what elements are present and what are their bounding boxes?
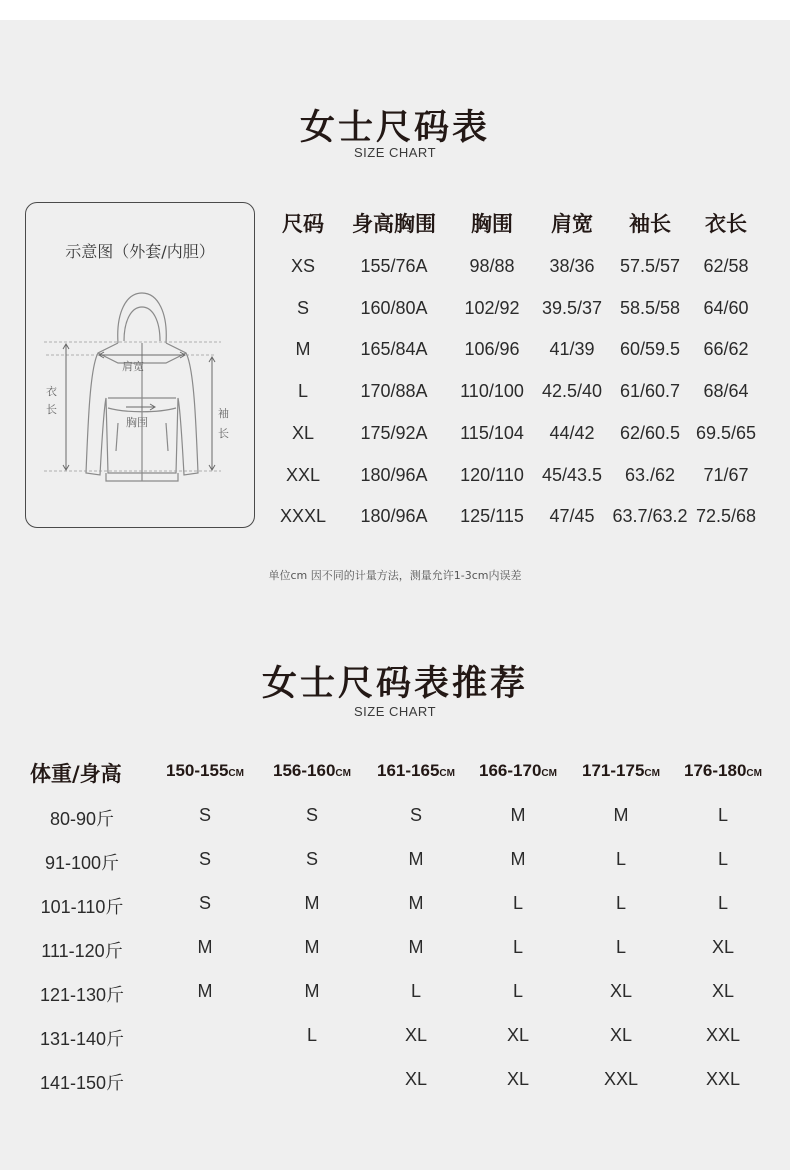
weight-range-cell: 101-110斤 (40, 897, 124, 917)
recommended-size-cell: S (198, 805, 212, 825)
size-value-cell: 155/76A (360, 256, 428, 276)
size-value-cell: 180/96A (360, 464, 428, 485)
size-header-cell: 尺码 (282, 212, 324, 236)
size-label-cell: XXL (285, 464, 321, 485)
size-value-cell: 58.5/58 (619, 297, 681, 318)
recommended-size-cell: M (408, 893, 424, 913)
recommended-size-cell: XL (506, 1025, 530, 1045)
recommended-size-cell: M (613, 805, 629, 825)
height-range-header (166, 761, 244, 781)
recommended-size-cell: XL (609, 981, 633, 1001)
recommended-size-cell: M (304, 937, 320, 957)
recommended-size-cell: XL (711, 981, 735, 1001)
weight-range-cell: 141-150斤 (39, 1073, 125, 1093)
size-value-cell: 69.5/65 (695, 422, 757, 443)
size-value-cell: 110/100 (460, 381, 524, 402)
recommended-size-cell: XXL (705, 1025, 741, 1045)
recommended-size-cell: XXL (705, 1069, 741, 1089)
size-chart-title: 女士尺码表 (299, 108, 490, 148)
height-unit: CM (541, 768, 557, 779)
size-value-cell: 44/42 (549, 422, 595, 443)
recommended-size-cell: M (197, 937, 213, 957)
recommended-size-cell: XL (506, 1069, 530, 1089)
size-value-cell: 61/60.7 (619, 381, 681, 402)
measurement-note: 单位cm 因不同的计量方法，测量允许1-3cm内误差 (268, 569, 522, 582)
height-range-value: 166-170 (479, 761, 542, 780)
size-value-cell: 38/36 (549, 256, 595, 276)
height-range-value: 150-155 (166, 761, 229, 780)
height-range-value: 171-175 (582, 761, 645, 780)
recommended-size-cell: L (512, 981, 524, 1001)
height-unit: CM (439, 768, 455, 779)
size-label-cell: XL (291, 422, 315, 443)
size-value-cell: 102/92 (464, 297, 520, 318)
size-value-cell: 64/60 (703, 297, 749, 318)
size-header-cell: 衣长 (705, 212, 747, 236)
recommended-size-cell: S (305, 805, 319, 825)
size-value-cell: 115/104 (460, 422, 524, 443)
size-value-cell: 106/96 (464, 339, 520, 360)
recommended-size-cell: M (408, 937, 424, 957)
weight-range-cell: 131-140斤 (39, 1029, 125, 1049)
recommended-size-cell: M (510, 849, 526, 869)
size-value-cell: 42.5/40 (541, 381, 603, 402)
recommended-size-cell: L (306, 1025, 318, 1045)
recommended-size-cell: L (512, 937, 524, 957)
recommended-size-cell: XL (711, 937, 735, 957)
height-range-header (684, 761, 762, 781)
size-value-cell: 160/80A (360, 297, 428, 318)
recommend-title: 女士尺码表推荐 (261, 664, 528, 704)
recommended-size-cell: L (615, 937, 627, 957)
recommended-size-cell: L (717, 805, 729, 825)
size-value-cell: 180/96A (360, 506, 428, 527)
size-value-cell: 66/62 (703, 339, 749, 360)
height-range-value: 176-180 (684, 761, 747, 780)
size-value-cell: 71/67 (703, 464, 749, 485)
size-value-cell: 57.5/57 (619, 256, 681, 276)
recommended-size-cell: S (409, 805, 423, 825)
height-range-value: 161-165 (377, 761, 440, 780)
recommended-size-cell: L (615, 849, 627, 869)
height-unit: CM (228, 768, 244, 779)
recommended-size-cell: M (304, 981, 320, 1001)
height-unit: CM (335, 768, 351, 779)
size-value-cell: 47/45 (549, 506, 595, 527)
recommended-size-cell: L (717, 849, 729, 869)
recommended-size-cell: L (615, 893, 627, 913)
size-chart-subtitle: SIZE CHART (353, 145, 437, 160)
size-header-cell: 身高胸围 (352, 212, 436, 236)
size-header-cell: 肩宽 (551, 212, 593, 236)
size-value-cell: 62/60.5 (619, 422, 681, 443)
recommended-size-cell: S (198, 849, 212, 869)
size-value-cell: 125/115 (460, 506, 524, 527)
weight-range-cell: 121-130斤 (39, 985, 125, 1005)
recommended-size-cell: S (305, 849, 319, 869)
size-label-cell: L (297, 381, 309, 402)
size-value-cell: 63./62 (624, 464, 676, 485)
recommended-size-cell: XL (404, 1069, 428, 1089)
size-value-cell: 62/58 (703, 256, 749, 276)
recommended-size-cell: XXL (603, 1069, 639, 1089)
recommend-subtitle: SIZE CHART (353, 704, 437, 719)
weight-range-cell: 111-120斤 (41, 941, 123, 961)
chest-label: 胸围 (126, 416, 148, 429)
recommended-size-cell: S (198, 893, 212, 913)
length-label-2: 长 (46, 403, 57, 416)
size-label-cell: S (296, 297, 310, 318)
size-label-cell: XS (290, 256, 316, 276)
page-background (0, 20, 790, 1170)
size-header-cell: 胸围 (471, 212, 513, 236)
recommended-size-cell: M (408, 849, 424, 869)
size-value-cell: 165/84A (360, 339, 428, 360)
recommended-size-cell: M (510, 805, 526, 825)
height-unit: CM (644, 768, 660, 779)
recommended-size-cell: L (512, 893, 524, 913)
sleeve-label-2: 长 (218, 427, 229, 440)
recommended-size-cell: M (304, 893, 320, 913)
length-label-1: 衣 (46, 385, 57, 398)
recommend-corner-header: 体重/身高 (30, 762, 122, 786)
size-label-cell: XXXL (279, 506, 327, 527)
size-header-cell: 袖长 (629, 212, 671, 236)
size-value-cell: 175/92A (360, 422, 428, 443)
sleeve-label-1: 袖 (218, 407, 229, 420)
height-range-header (582, 761, 660, 781)
height-range-header (273, 761, 351, 781)
size-value-cell: 39.5/37 (541, 297, 603, 318)
recommended-size-cell: L (410, 981, 422, 1001)
height-range-header (479, 761, 557, 781)
size-value-cell: 120/110 (460, 464, 524, 485)
size-value-cell: 41/39 (549, 339, 595, 360)
diagram-title: 示意图（外套/内胆） (65, 242, 215, 261)
height-range-value: 156-160 (273, 761, 336, 780)
recommended-size-cell: XL (609, 1025, 633, 1045)
height-range-header (377, 761, 455, 781)
size-value-cell: 60/59.5 (619, 339, 681, 360)
weight-range-cell: 91-100斤 (44, 853, 120, 873)
size-value-cell: 72.5/68 (695, 506, 757, 527)
size-value-cell: 170/88A (360, 381, 428, 402)
recommended-size-cell: M (197, 981, 213, 1001)
size-value-cell: 68/64 (703, 381, 749, 402)
size-value-cell: 63.7/63.2 (612, 506, 688, 527)
recommended-size-cell: XL (404, 1025, 428, 1045)
size-value-cell: 98/88 (469, 256, 515, 276)
shoulder-label: 肩宽 (122, 360, 144, 373)
size-value-cell: 45/43.5 (541, 464, 603, 485)
weight-range-cell: 80-90斤 (49, 809, 115, 829)
size-label-cell: M (295, 339, 311, 360)
recommended-size-cell: L (717, 893, 729, 913)
height-unit: CM (746, 768, 762, 779)
